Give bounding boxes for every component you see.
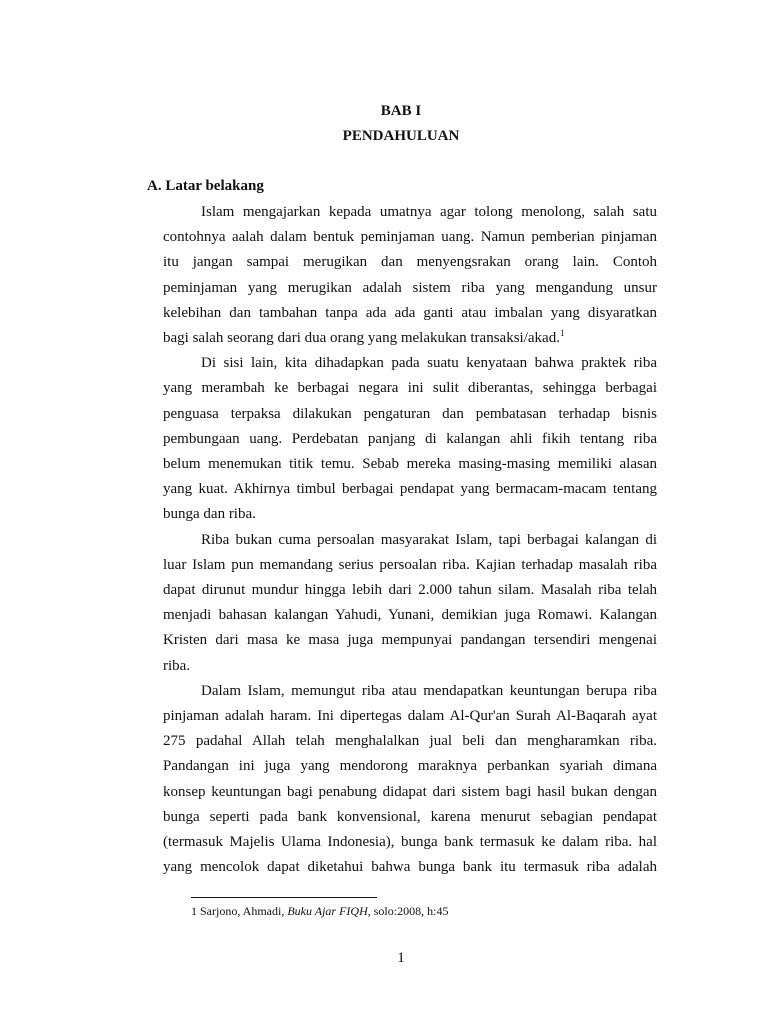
text-line: 275 padahal Allah telah menghalalkan jual beli dan mengharamkan riba.: [163, 733, 657, 750]
text-line: yang merambah ke berbagai negara ini sulit diberantas, sehingga berbagai: [163, 380, 657, 397]
text-line: kelebihan dan tambahan tanpa ada ada ganti atau imbalan yang disyaratkan: [163, 304, 657, 321]
chapter-number: BAB I: [380, 103, 422, 119]
chapter-title: PENDAHULUAN: [342, 128, 460, 144]
section-heading: A. Latar belakang: [147, 178, 264, 194]
text-line: bunga dan riba.: [163, 506, 256, 523]
text-line: Di sisi lain, kita dihadapkan pada suatu kenyataan bahwa praktek riba: [201, 355, 657, 372]
text-line: riba.: [163, 657, 191, 674]
footnote-number: 1: [191, 904, 197, 918]
footnote-book-title: Buku Ajar FIQH: [287, 904, 368, 918]
text-line: Islam mengajarkan kepada umatnya agar tolong menolong, salah satu: [201, 204, 657, 220]
footnote-details: , solo:2008, h:45: [367, 904, 449, 918]
text-line: penguasa terpaksa dilakukan pengaturan dan pembatasan terhadap bisnis: [163, 405, 657, 422]
text-line: Riba bukan cuma persoalan masyarakat Islam, tapi berbagai kalangan di: [201, 531, 657, 548]
text-line: dapat dirunut mundur hingga lebih dari 2.000 tahun silam. Masalah riba telah: [163, 582, 657, 599]
text-line: bagi salah seorang dari dua orang yang melakukan transaksi/akad.$^1$: [163, 328, 565, 347]
body-paragraph: [163, 351, 657, 527]
body-paragraph: [163, 200, 657, 351]
text-line: yang mencolok dapat diketahui bahwa bunga bank itu termasuk riba adalah: [163, 859, 657, 876]
body-paragraph: [163, 528, 657, 679]
text-line: luar Islam pun memandang serius persoalan riba. Kajian terhadap masalah riba: [163, 556, 657, 573]
text-line: pinjaman adalah haram. Ini dipertegas dalam Al-Qur'an Surah Al-Baqarah ayat: [163, 708, 657, 725]
text-line: pembungaan uang. Perdebatan panjang di kalangan ahli fikih tentang riba: [163, 430, 657, 447]
body-text: [163, 200, 657, 880]
footnote-reference: 1: [559, 328, 565, 339]
footnote: [191, 904, 448, 919]
text-line: Dalam Islam, memungut riba atau mendapatkan keuntungan berupa riba: [201, 682, 657, 699]
page-number: 1: [397, 950, 405, 966]
footnote-divider: [191, 897, 377, 898]
text-line: konsep keuntungan bagi penabung didapat dari sistem bagi hasil bukan dengan: [163, 783, 657, 800]
text-line: belum menemukan titik temu. Sebab mereka masing-masing memiliki alasan: [163, 456, 657, 473]
text-line: itu jangan sampai merugikan dan menyengsrakan orang lain. Contoh: [163, 254, 657, 271]
text-line: Kristen dari masa ke masa juga mempunyai pandangan tersendiri mengenai: [163, 632, 657, 649]
text-line: contohnya aalah dalam bentuk peminjaman uang. Namun pemberian pinjaman: [163, 229, 657, 246]
text-line: (termasuk Majelis Ulama Indonesia), bunga bank termasuk ke dalam riba. hal: [163, 834, 657, 851]
text-line: menjadi bahasan kalangan Yahudi, Yunani, demikian juga Romawi. Kalangan: [163, 607, 657, 624]
footnote-author: Sarjono, Ahmadi,: [200, 904, 285, 918]
body-paragraph: [163, 679, 657, 881]
text-line: yang kuat. Akhirnya timbul berbagai pendapat yang bermacam-macam tentang: [163, 481, 657, 498]
text-line: bunga seperti pada bank konvensional, karena menurut sebagian pendapat: [163, 808, 657, 825]
text-line: Pandangan ini juga yang mendorong maraknya perbankan syariah dimana: [163, 758, 657, 775]
text-line: peminjaman yang merugikan adalah sistem riba yang mengandung unsur: [163, 279, 657, 296]
